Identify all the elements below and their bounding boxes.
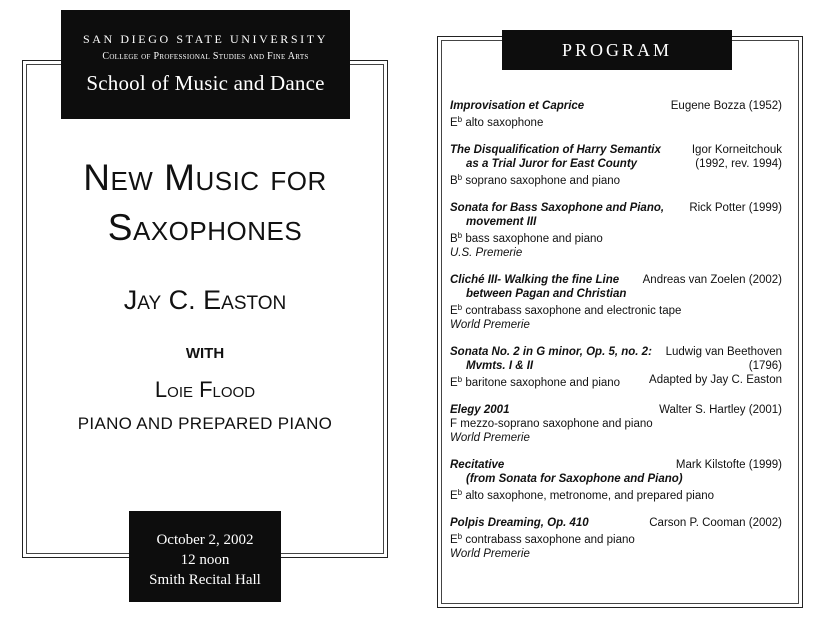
instrumentation — [450, 113, 543, 130]
instrumentation-row — [450, 301, 782, 318]
flat-sign: b — [457, 375, 463, 384]
entry-title-row — [450, 273, 782, 287]
instrumentation-row — [450, 373, 782, 390]
instrument-text: mezzo-soprano saxophone and piano — [460, 418, 653, 430]
entry-title-row — [450, 201, 782, 215]
program-entry — [450, 99, 782, 130]
instrumentation — [450, 301, 681, 318]
flat-sign: b — [457, 173, 463, 182]
work-title-cont: movement III — [466, 216, 537, 228]
concert-title-line2: Saxophones — [107, 207, 303, 248]
arrangement-note: Adapted by Jay C. Easton — [649, 374, 782, 386]
program-entry — [450, 143, 782, 188]
instrumentation — [450, 373, 620, 390]
instrumentation — [450, 530, 635, 547]
instrument-text: bass saxophone and piano — [465, 233, 603, 245]
work-title-cont: as a Trial Juror for East County — [466, 158, 638, 170]
instrumentation-row — [450, 486, 782, 503]
premiere-note: World Premerie — [450, 432, 530, 444]
composer: Mark Kilstofte (1999) — [675, 459, 782, 471]
premiere-note: World Premerie — [450, 548, 530, 560]
key-letter: B — [450, 233, 458, 245]
with-label: WITH — [185, 345, 225, 362]
flat-sign: b — [457, 532, 463, 541]
instrumentation-row — [450, 530, 782, 547]
composer: Ludwig van Beethoven — [665, 346, 782, 358]
flat-sign: b — [457, 115, 463, 124]
event-details — [129, 511, 281, 602]
work-title: Sonata for Bass Saxophone and Piano, — [450, 202, 665, 214]
work-title: Polpis Dreaming, Op. 410 — [450, 517, 589, 529]
work-title-cont: (from Sonata for Saxophone and Piano) — [466, 473, 683, 485]
program-entry — [450, 201, 782, 260]
key-letter: E — [450, 305, 458, 317]
entry-title-row-2 — [450, 215, 782, 229]
work-title-cont: Mvmts. I & II — [466, 360, 534, 372]
premiere-note: U.S. Premerie — [450, 247, 523, 259]
cover-header — [61, 10, 350, 119]
event-time: 12 noon — [180, 552, 230, 568]
instrumentation-row — [450, 171, 782, 188]
school-name: School of Music and Dance — [86, 71, 325, 95]
composer: Andreas van Zoelen (2002) — [642, 274, 782, 286]
composer-date: (1796) — [748, 360, 782, 372]
performer-name: Jay C. Easton — [123, 285, 287, 315]
entry-title-row-2 — [450, 359, 782, 373]
accompanist-instruments: PIANO AND PREPARED PIANO — [77, 414, 333, 433]
instrumentation-row — [450, 417, 782, 431]
composer-date: (1992, rev. 1994) — [695, 158, 782, 170]
composer: Walter S. Hartley (2001) — [659, 404, 782, 416]
university-name: SAN DIEGO STATE UNIVERSITY — [83, 32, 328, 46]
composer: Carson P. Cooman (2002) — [649, 517, 782, 529]
work-title-cont: between Pagan and Christian — [466, 288, 627, 300]
program-entry — [450, 273, 782, 332]
composer: Igor Korneitchouk — [691, 144, 782, 156]
entry-title-row — [450, 99, 782, 113]
event-venue: Smith Recital Hall — [149, 572, 261, 588]
key-letter: E — [450, 377, 458, 389]
program-list — [450, 99, 782, 574]
entry-title-row-2 — [450, 287, 782, 301]
entry-title-row — [450, 143, 782, 157]
program-entry — [450, 345, 782, 390]
entry-title-row — [450, 516, 782, 530]
instrument-text: contrabass saxophone and electronic tape — [465, 305, 682, 317]
work-title: Recitative — [450, 459, 505, 471]
accompanist-name: Loie Flood — [154, 377, 256, 402]
key-letter: E — [450, 490, 458, 502]
flat-sign: b — [457, 488, 463, 497]
program-entry — [450, 458, 782, 503]
work-title: Improvisation et Caprice — [450, 100, 585, 112]
composer: Eugene Bozza (1952) — [670, 100, 782, 112]
entry-title-row — [450, 345, 782, 359]
instrumentation-row — [450, 229, 782, 246]
composer: Rick Potter (1999) — [689, 202, 782, 214]
entry-title-row — [450, 403, 782, 417]
work-title: Elegy 2001 — [450, 404, 510, 416]
program-entry — [450, 403, 782, 445]
college-name: College of Professional Studies and Fine Arts — [102, 51, 309, 62]
instrumentation — [450, 171, 620, 188]
work-title: Cliché III- Walking the fine Line — [450, 274, 620, 286]
premiere-note: World Premerie — [450, 319, 530, 331]
instrument-text: alto saxophone, metronome, and prepared piano — [465, 490, 715, 502]
instrumentation — [450, 229, 603, 246]
instrumentation — [450, 417, 653, 431]
instrumentation-row — [450, 113, 782, 130]
program-heading: PROGRAM — [502, 30, 732, 70]
key-letter: E — [450, 534, 458, 546]
instrument-text: alto saxophone — [465, 117, 544, 129]
instrument-text: baritone saxophone and piano — [465, 377, 621, 389]
event-date: October 2, 2002 — [156, 532, 254, 548]
work-title: The Disqualification of Harry Semantix — [450, 144, 661, 156]
flat-sign: b — [457, 303, 463, 312]
work-title: Sonata No. 2 in G minor, Op. 5, no. 2: — [450, 346, 652, 358]
instrument-text: contrabass saxophone and piano — [465, 534, 635, 546]
flat-sign: b — [457, 231, 463, 240]
key-letter: B — [450, 175, 458, 187]
instrument-text: soprano saxophone and piano — [465, 175, 621, 187]
key-letter: E — [450, 117, 458, 129]
key-letter: F — [450, 418, 458, 430]
program-entry — [450, 516, 782, 561]
entry-title-row — [450, 458, 782, 472]
instrumentation — [450, 486, 714, 503]
entry-title-row-2 — [450, 472, 782, 486]
concert-title-line1: New Music for — [83, 157, 327, 198]
entry-title-row-2 — [450, 157, 782, 171]
